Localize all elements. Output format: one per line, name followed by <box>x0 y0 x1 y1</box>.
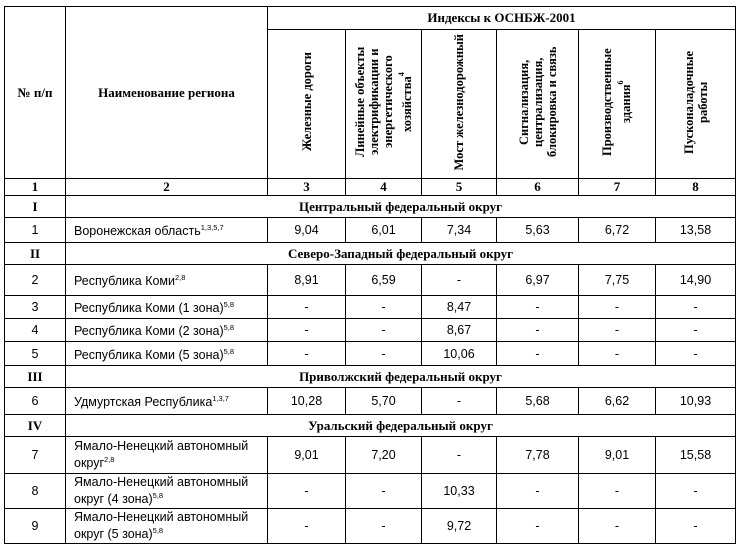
index-value: - <box>346 509 422 544</box>
index-value: 5,63 <box>497 218 579 243</box>
index-value: 7,20 <box>346 437 422 474</box>
column-header-text <box>600 30 633 174</box>
district-number: I <box>5 196 66 218</box>
header-num: № п/п <box>5 7 66 179</box>
index-value: 8,47 <box>422 296 497 319</box>
index-value: 7,34 <box>422 218 497 243</box>
table-row <box>5 474 736 509</box>
column-header-label: Сигнализация, централизация, блокировка и связь <box>516 46 559 158</box>
index-value: 15,58 <box>656 437 736 474</box>
column-header-text <box>353 30 414 174</box>
index-value: - <box>268 509 346 544</box>
index-value: - <box>579 342 656 366</box>
index-value: - <box>656 296 736 319</box>
index-value: - <box>497 296 579 319</box>
index-value: 13,58 <box>656 218 736 243</box>
index-value: - <box>268 342 346 366</box>
row-number: 2 <box>5 265 66 296</box>
index-value: - <box>346 319 422 342</box>
row-number: 3 <box>5 296 66 319</box>
index-value: 9,04 <box>268 218 346 243</box>
district-row <box>5 366 736 388</box>
index-value: 10,28 <box>268 388 346 415</box>
district-number: II <box>5 243 66 265</box>
row-number: 9 <box>5 509 66 544</box>
index-value: 6,59 <box>346 265 422 296</box>
index-value: 6,72 <box>579 218 656 243</box>
region-footnote: 5,8 <box>223 300 235 310</box>
index-value: 7,75 <box>579 265 656 296</box>
index-value: 10,06 <box>422 342 497 366</box>
column-header-label: Мост железнодорожный <box>452 33 466 171</box>
column-header <box>579 30 656 179</box>
region-footnote: 5,8 <box>152 491 164 501</box>
index-value: 6,01 <box>346 218 422 243</box>
column-number: 8 <box>656 179 736 196</box>
index-value: - <box>497 474 579 509</box>
index-value: 6,97 <box>497 265 579 296</box>
index-value: 8,67 <box>422 319 497 342</box>
row-number: 7 <box>5 437 66 474</box>
index-value: - <box>579 296 656 319</box>
region-name <box>66 342 268 366</box>
index-value: - <box>579 474 656 509</box>
table-row <box>5 218 736 243</box>
district-name: Приволжский федеральный округ <box>66 366 736 388</box>
index-value: - <box>656 319 736 342</box>
column-number: 3 <box>268 179 346 196</box>
index-value: - <box>268 319 346 342</box>
table-row <box>5 265 736 296</box>
region-footnote: 5,8 <box>223 323 235 333</box>
index-value: 9,01 <box>268 437 346 474</box>
district-name: Центральный федеральный округ <box>66 196 736 218</box>
index-value: - <box>579 319 656 342</box>
column-header <box>346 30 422 179</box>
region-name <box>66 319 268 342</box>
region-name-text: Воронежская область <box>74 224 201 239</box>
region-name-text: Республика Коми <box>74 274 176 289</box>
region-footnote: 2,8 <box>175 273 186 283</box>
index-value: - <box>268 296 346 319</box>
region-name <box>66 509 268 544</box>
region-name <box>66 388 268 415</box>
index-value: 6,62 <box>579 388 656 415</box>
index-value: - <box>656 509 736 544</box>
row-number: 8 <box>5 474 66 509</box>
region-footnote: 1,3,7 <box>212 394 229 404</box>
column-header-text <box>452 34 466 171</box>
row-number: 1 <box>5 218 66 243</box>
index-value: - <box>497 319 579 342</box>
column-header-text <box>300 52 314 151</box>
index-value: 9,01 <box>579 437 656 474</box>
column-header-label: Линейные объекты электрификации и энергетического хозяйства <box>352 46 415 158</box>
table-row <box>5 296 736 319</box>
column-header-text <box>682 30 710 174</box>
region-footnote: 5,8 <box>223 346 235 356</box>
column-number: 1 <box>5 179 66 196</box>
index-value: 10,33 <box>422 474 497 509</box>
column-number: 6 <box>497 179 579 196</box>
index-value: - <box>422 265 497 296</box>
region-name <box>66 437 268 474</box>
index-value: - <box>346 342 422 366</box>
index-value: 14,90 <box>656 265 736 296</box>
indices-table <box>4 6 736 544</box>
column-number: 4 <box>346 179 422 196</box>
index-value: 10,93 <box>656 388 736 415</box>
column-header-footnote: 6 <box>616 80 626 85</box>
district-row <box>5 243 736 265</box>
region-footnote: 5,8 <box>152 526 164 536</box>
column-header-label: Железные дороги <box>299 52 314 152</box>
index-value: - <box>656 342 736 366</box>
header-indices: Индексы к ОСНБЖ-2001 <box>268 7 736 30</box>
column-number: 7 <box>579 179 656 196</box>
district-row <box>5 415 736 437</box>
column-header <box>656 30 736 179</box>
index-value: 5,68 <box>497 388 579 415</box>
region-name-text: Республика Коми (5 зона) <box>74 348 224 363</box>
column-header-footnote: 4 <box>396 72 406 77</box>
index-value: 7,78 <box>497 437 579 474</box>
district-row <box>5 196 736 218</box>
region-name <box>66 296 268 319</box>
district-number: III <box>5 366 66 388</box>
index-value: - <box>422 388 497 415</box>
region-footnote: 2,8 <box>104 455 115 465</box>
header-region: Наименование региона <box>66 7 268 179</box>
region-name-text: Ямало-Ненецкий автономный округ (4 зона) <box>74 475 249 507</box>
index-value: - <box>346 296 422 319</box>
index-value: - <box>656 474 736 509</box>
region-name <box>66 474 268 509</box>
region-name <box>66 265 268 296</box>
index-value: - <box>579 509 656 544</box>
column-header-label: Пусконаладочные работы <box>681 50 710 154</box>
column-header <box>422 30 497 179</box>
index-value: - <box>497 342 579 366</box>
region-name-text: Республика Коми (2 зона) <box>74 324 224 339</box>
column-number: 5 <box>422 179 497 196</box>
region-name-text: Ямало-Ненецкий автономный округ (5 зона) <box>74 510 249 542</box>
column-number: 2 <box>66 179 268 196</box>
row-number: 5 <box>5 342 66 366</box>
region-name <box>66 218 268 243</box>
district-number: IV <box>5 415 66 437</box>
table-row <box>5 319 736 342</box>
region-footnote: 1,3,5,7 <box>200 223 224 233</box>
district-name: Северо-Западный федеральный округ <box>66 243 736 265</box>
index-value: 8,91 <box>268 265 346 296</box>
column-header <box>268 30 346 179</box>
column-header <box>497 30 579 179</box>
region-name-text: Удмуртская Республика <box>74 395 213 410</box>
index-value: 5,70 <box>346 388 422 415</box>
region-name-text: Республика Коми (1 зона) <box>74 301 224 316</box>
table-row <box>5 342 736 366</box>
region-name-text: Ямало-Ненецкий автономный округ <box>74 439 249 471</box>
row-number: 6 <box>5 388 66 415</box>
index-value: - <box>268 474 346 509</box>
index-value: - <box>346 474 422 509</box>
table-row <box>5 388 736 415</box>
column-header-label: Производственные здания <box>600 48 634 156</box>
row-number: 4 <box>5 319 66 342</box>
index-value: - <box>422 437 497 474</box>
district-name: Уральский федеральный округ <box>66 415 736 437</box>
index-value: 9,72 <box>422 509 497 544</box>
index-value: - <box>497 509 579 544</box>
table-row <box>5 437 736 474</box>
column-header-text <box>517 30 559 174</box>
table-row <box>5 509 736 544</box>
